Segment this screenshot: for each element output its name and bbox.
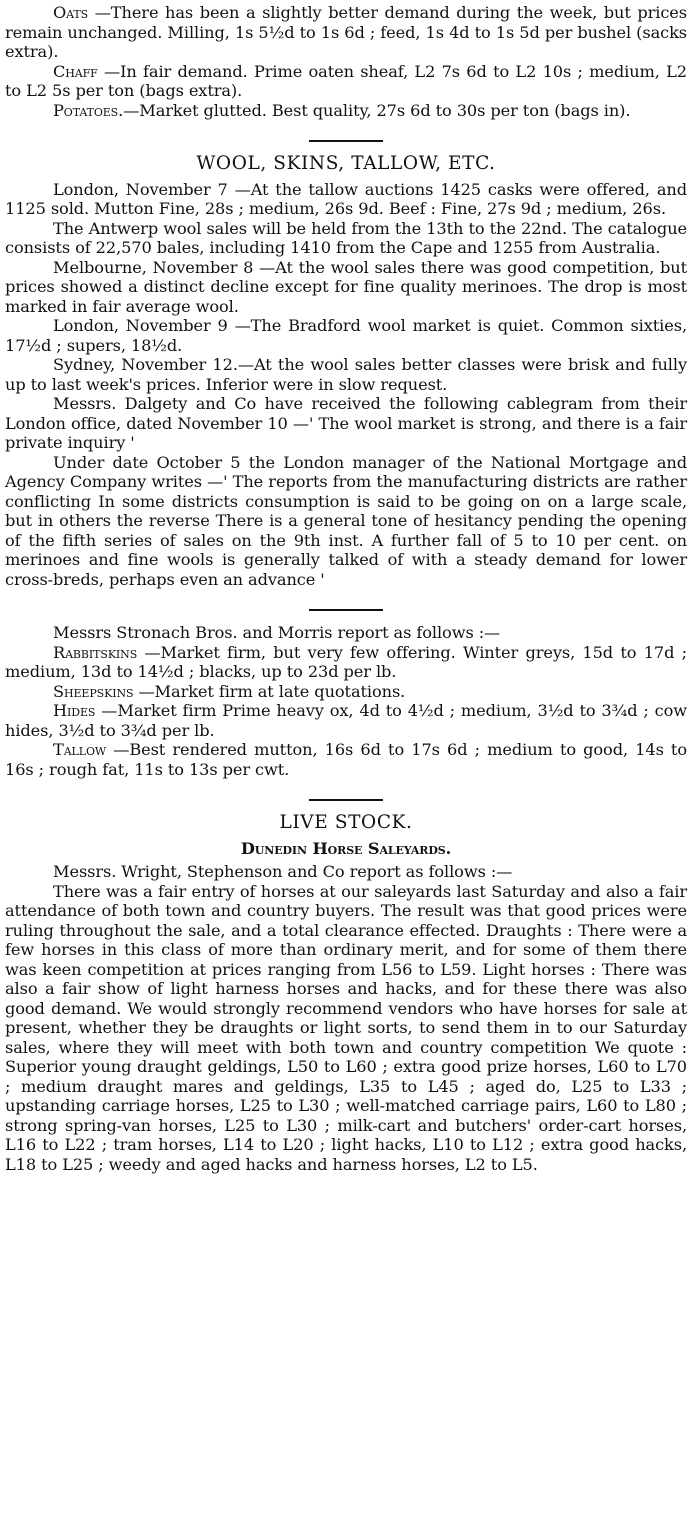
chaff-text: —In fair demand. Prime oaten sheaf, L2 7s 6d to L2 10s ; medium, L2 to L2 5s per ton (bags extra). bbox=[5, 61, 687, 100]
tallow-paragraph bbox=[5, 740, 687, 779]
oats-heading: Oats bbox=[53, 3, 89, 22]
livestock-subtitle: Dunedin Horse Saleyards. bbox=[240, 838, 452, 858]
bradford-wool-paragraph: London, November 9 —The Bradford wool market is quiet. Common sixties, 17½d ; supers, 18½d. bbox=[5, 316, 687, 355]
oats-paragraph bbox=[5, 3, 687, 62]
hides-text: —Market firm Prime heavy ox, 4d to 4½d ; medium, 3½d to 3¾d ; cow hides, 3½d to 3¾d per lb. bbox=[5, 701, 687, 740]
sheepskins-text: —Market firm at late quotations. bbox=[133, 681, 406, 701]
section-divider bbox=[309, 140, 383, 142]
hides-paragraph bbox=[5, 701, 687, 740]
sheepskins-heading: Sheepskins bbox=[53, 681, 134, 701]
chaff-heading: Chaff bbox=[53, 61, 98, 81]
stronach-intro: Messrs Stronach Bros. and Morris report as follows :— bbox=[53, 623, 501, 642]
horse-sale-report: There was a fair entry of horses at our saleyards last Saturday and also a fair attendance of both town and country buyers. The result was that good prices were ruling throughout the sale, and a total clearance effected. Draughts : There were a few horses in this class of more than ordinary merit, and for some of them there was keen competition at prices ranging from L56 to L59. Light horses : There was also a fair show of light harness horses and hacks, and for these there was also good demand. We would strongly recommend vendors who have horses for sale at present, whether they be draughts or light sorts, to send them in to our Saturday sales, where they will meet with both town and country competition We quote : Superior young draught geldings, L50 to L60 ; extra good prize horses, L60 to L70 ; medium draught mares and geldings, L35 to L45 ; aged do, L25 to L33 ; upstanding carriage horses, L25 to L30 ; well-matched carriage pairs, L60 to L80 ; strong spring-van horses, L25 to L30 ; milk-cart and butchers' order-cart horses, L16 to L22 ; tram horses, L14 to L20 ; light hacks, L10 to L12 ; extra good hacks, L18 to L25 ; weedy and aged hacks and harness horses, L2 to L5. bbox=[5, 881, 687, 1174]
wright-stephenson-intro: Messrs. Wright, Stephenson and Co report as follows :— bbox=[53, 862, 513, 881]
rabbitskins-paragraph bbox=[5, 643, 687, 682]
tallow-heading: Tallow bbox=[53, 740, 107, 759]
london-tallow-paragraph: London, November 7 —At the tallow auctions 1425 casks were offered, and 1125 sold. Mutton Fine, 28s ; medium, 26s 9d. Beef : Fine, 27s 9d ; medium, 26s. bbox=[5, 179, 687, 218]
antwerp-wool-paragraph: The Antwerp wool sales will be held from the 13th to the 22nd. The catalogue consists of 22,570 bales, including 1410 from the Cape and 1255 from Australia. bbox=[5, 218, 687, 257]
potatoes-text: .—Market glutted. Best quality, 27s 6d to 30s per ton (bags in). bbox=[118, 100, 631, 120]
wool-section-title: WOOL, SKINS, TALLOW, ETC. bbox=[196, 153, 496, 174]
melbourne-wool-paragraph: Melbourne, November 8 —At the wool sales there was good competition, but prices showed a distinct decline except for fine quality merinoes. The drop is most marked in fair average wool. bbox=[5, 257, 687, 316]
sydney-wool-paragraph: Sydney, November 12.—At the wool sales better classes were brisk and fully up to last week's prices. Inferior were in slow request. bbox=[5, 355, 687, 394]
livestock-section-title: LIVE STOCK. bbox=[279, 812, 413, 833]
tallow-text: —Best rendered mutton, 16s 6d to 17s 6d ; medium to good, 14s to 16s ; rough fat, 11s to 13s per cwt. bbox=[5, 740, 687, 779]
sheepskins-paragraph bbox=[5, 682, 687, 702]
chaff-paragraph bbox=[5, 62, 687, 101]
potatoes-heading: Potatoes bbox=[53, 100, 119, 120]
national-mortgage-paragraph: Under date October 5 the London manager of the National Mortgage and Agency Company writes —' The reports from the manufacturing districts are rather conflicting In some districts consumption is said to be going on on a large scale, but in others the reverse There is a general tone of hesitancy pending the opening of the fifth series of sales on the 9th inst. A further fall of 5 to 10 per cent. on merinoes and fine wools is generally talked of with a steady demand for lower cross-breds, perhaps even an advance ' bbox=[5, 452, 687, 589]
section-divider bbox=[309, 609, 383, 611]
hides-heading: Hides bbox=[53, 701, 96, 720]
rabbitskins-heading: Rabbitskins bbox=[53, 642, 138, 662]
potatoes-paragraph bbox=[5, 101, 687, 121]
oats-text: —There has been a slightly better demand during the week, but prices remain unchanged. Milling, 1s 5½d to 1s 6d ; feed, 1s 4d to 1s 5d per bushel (sacks extra). bbox=[5, 3, 687, 61]
rabbitskins-text: —Market firm, but very few offering. Winter greys, 15d to 17d ; medium, 13d to 14½d ; blacks, up to 23d per lb. bbox=[5, 642, 687, 681]
section-divider bbox=[309, 799, 383, 801]
dalgety-cablegram-paragraph: Messrs. Dalgety and Co have received the following cablegram from their London office, dated November 10 —' The wool market is strong, and there is a fair private inquiry ' bbox=[5, 394, 687, 452]
